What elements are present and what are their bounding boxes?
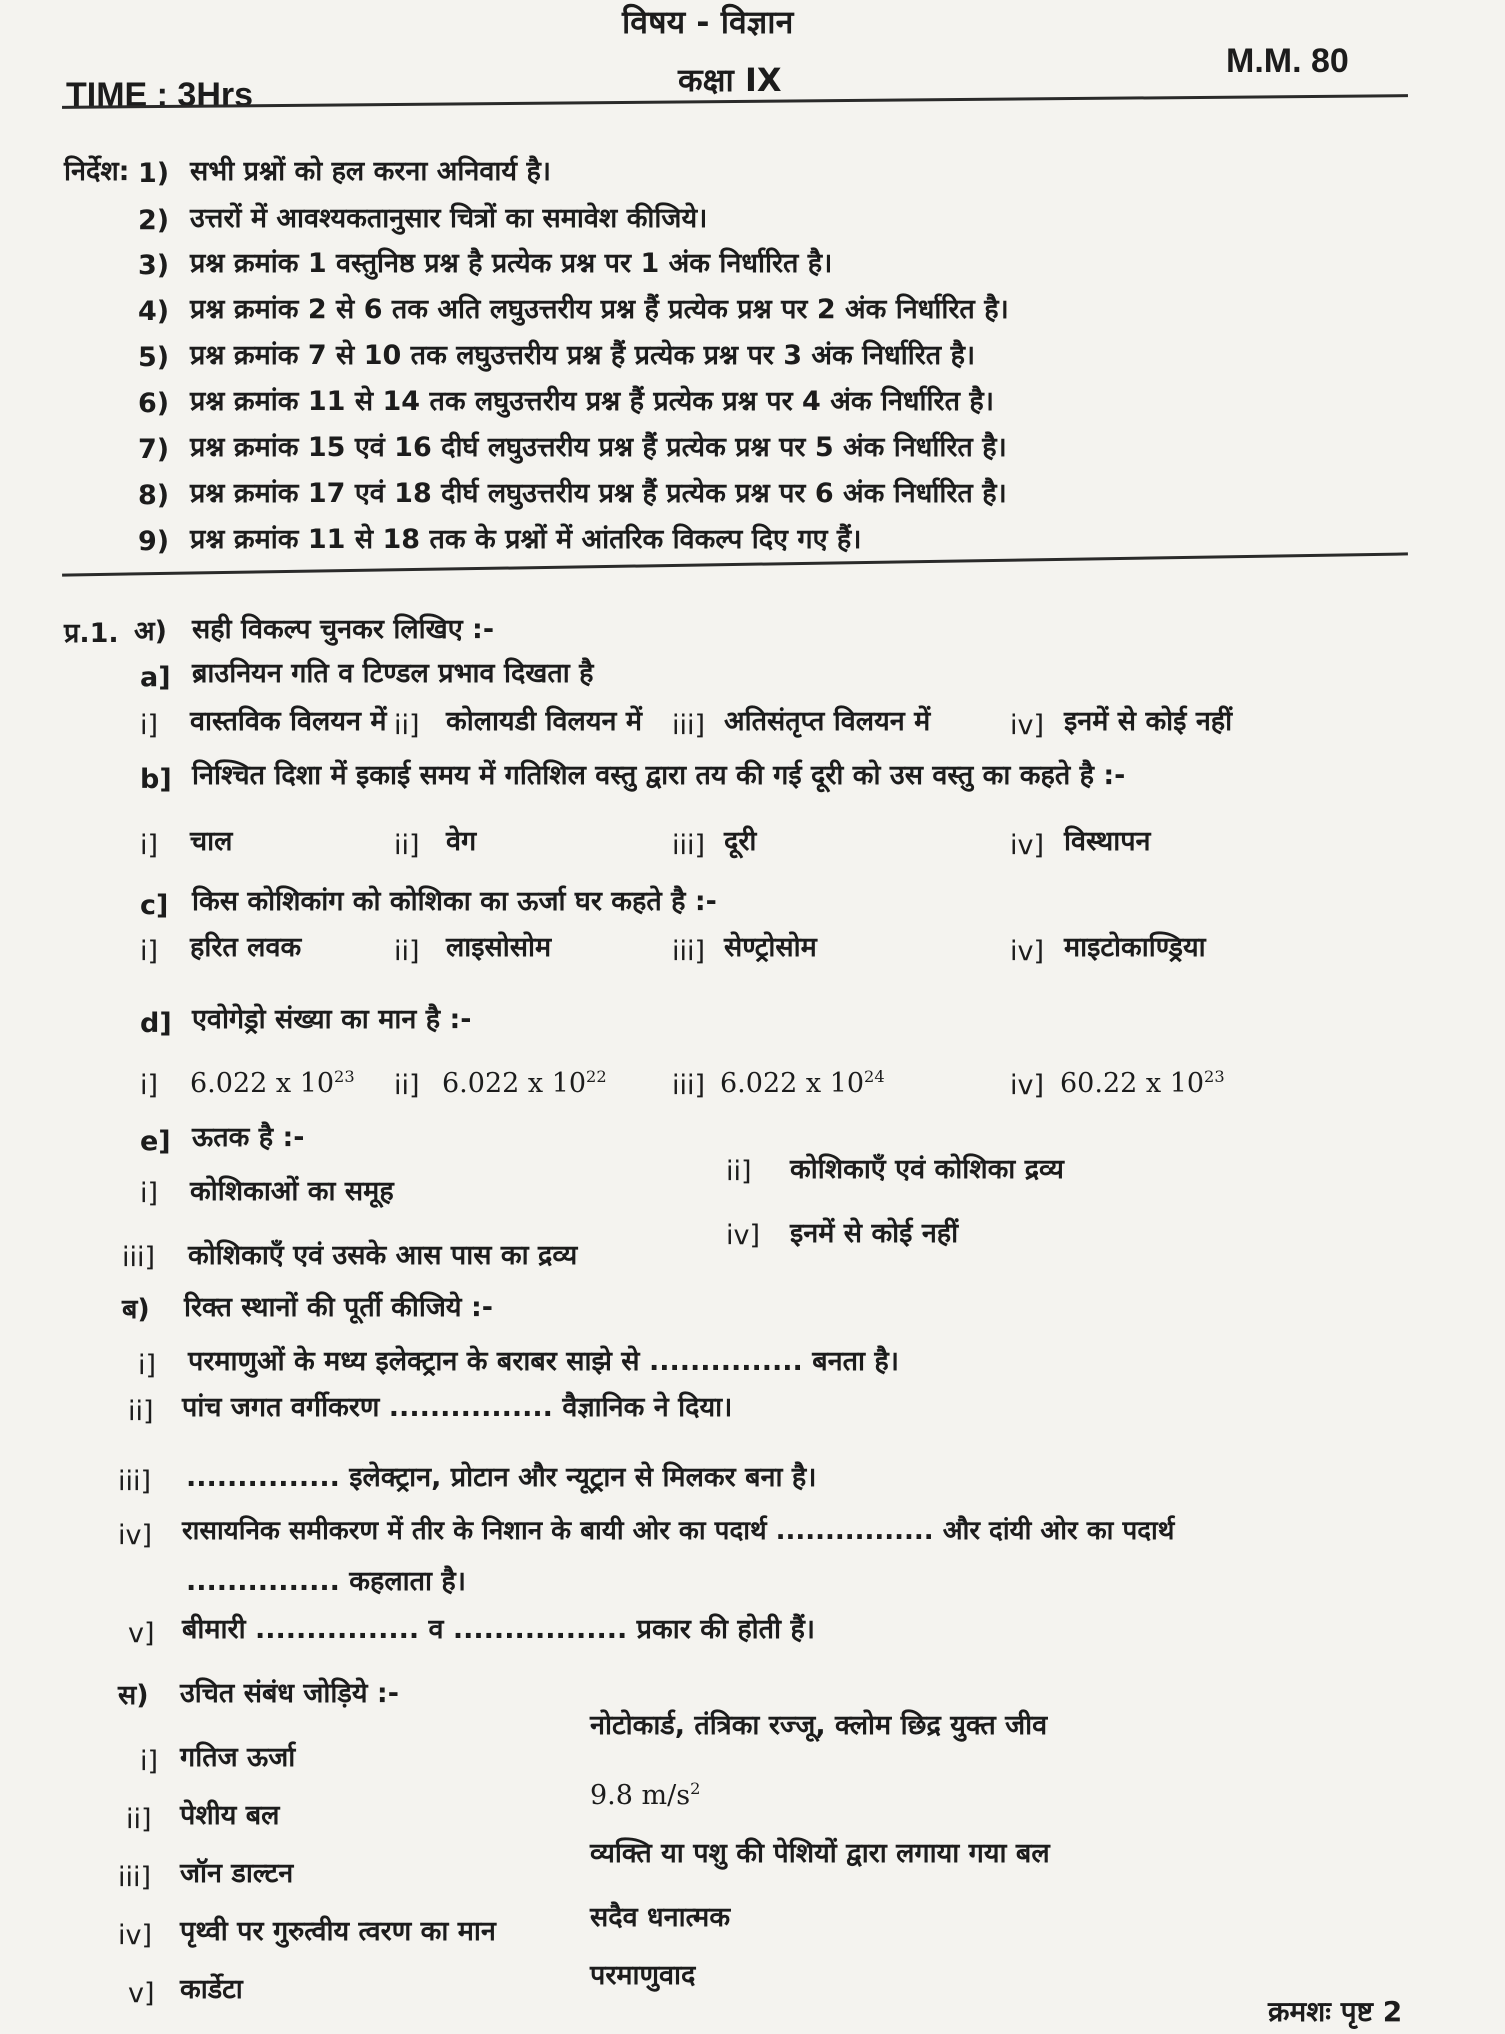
option-text: कोशिकाओं का समूह xyxy=(190,1176,394,1207)
option-value xyxy=(190,1067,355,1099)
option-number: iii] xyxy=(672,936,706,967)
question-label: b] xyxy=(140,764,172,795)
blank-text: पांच जगत वर्गीकरण ................ वैज्ञानिक ने दिया। xyxy=(182,1392,733,1423)
question-label: e] xyxy=(140,1126,171,1157)
instruction-number: 2) xyxy=(138,205,170,236)
instruction-text: प्रश्न क्रमांक 7 से 10 तक लघुउत्तरीय प्रश्न हैं प्रत्येक प्रश्न पर 3 अंक निर्धारित है। xyxy=(190,340,976,371)
option-number: iv] xyxy=(1010,710,1045,741)
time-label: TIME : 3Hrs xyxy=(66,76,254,114)
match-right-text: व्यक्ति या पशु की पेशियों द्वारा लगाया गया बल xyxy=(590,1838,1050,1869)
match-left-number: ii] xyxy=(126,1804,152,1835)
part-b-heading: रिक्त स्थानों की पूर्ती कीजिये :- xyxy=(184,1292,493,1323)
question-label: d] xyxy=(140,1008,172,1039)
match-left-number: iv] xyxy=(118,1920,153,1951)
match-right-value-mantissa: 9.8 m/s xyxy=(590,1780,691,1811)
match-right-text: नोटोकार्ड, तंत्रिका रज्जू, क्लोम छिद्र युक्त जीव xyxy=(590,1710,1048,1741)
option-value xyxy=(720,1067,885,1099)
instruction-number: 9) xyxy=(138,526,170,557)
instruction-number: 5) xyxy=(138,342,170,373)
part-a-label: अ) xyxy=(134,616,167,647)
option-value-mantissa: 6.022 x 10 xyxy=(720,1068,865,1099)
option-number: i] xyxy=(140,710,159,741)
blank-number: iii] xyxy=(118,1466,152,1497)
match-left-text: पेशीय बल xyxy=(180,1800,280,1831)
option-text: माइटोकाण्ड्रिया xyxy=(1064,932,1206,963)
option-number: iv] xyxy=(1010,1070,1045,1101)
continue-note: क्रमशः पृष्ट 2 xyxy=(1268,1995,1403,2028)
option-text: इनमें से कोई नहीं xyxy=(1064,706,1233,737)
match-right-text: सदैव धनात्मक xyxy=(590,1902,731,1933)
option-text: कोलायडी विलयन में xyxy=(446,706,643,737)
match-right-value xyxy=(590,1779,701,1811)
option-value-exponent: 22 xyxy=(586,1067,607,1086)
instruction-text: प्रश्न क्रमांक 15 एवं 16 दीर्घ लघुउत्तरीय प्रश्न हैं प्रत्येक प्रश्न पर 5 अंक निर्धारित है। xyxy=(190,432,1007,463)
instructions-rule xyxy=(62,552,1408,576)
blank-text: परमाणुओं के मध्य इलेक्ट्रान के बराबर साझे से ............... बनता है। xyxy=(188,1346,899,1377)
blank-text: रासायनिक समीकरण में तीर के निशान के बायी ओर का पदार्थ ................ और दांयी ओर का पदार्थ xyxy=(182,1516,1175,1546)
option-text: चाल xyxy=(190,826,233,857)
instruction-text: प्रश्न क्रमांक 11 से 14 तक लघुउत्तरीय प्रश्न हैं प्रत्येक प्रश्न पर 4 अंक निर्धारित है। xyxy=(190,386,994,417)
blank-text: ............... इलेक्ट्रान, प्रोटान और न्यूट्रान से मिलकर बना है। xyxy=(186,1462,817,1493)
match-right-value-exponent: 2 xyxy=(690,1779,701,1798)
option-number: i] xyxy=(140,936,159,967)
option-value-exponent: 23 xyxy=(334,1067,355,1086)
option-number: iii] xyxy=(122,1242,156,1273)
blank-text: ............... कहलाता है। xyxy=(186,1566,466,1597)
question-label: a] xyxy=(140,662,171,693)
option-number: iv] xyxy=(1010,936,1045,967)
option-number: ii] xyxy=(394,936,420,967)
question-label: c] xyxy=(140,890,169,921)
match-left-text: गतिज ऊर्जा xyxy=(180,1742,296,1773)
option-text: वास्तविक विलयन में xyxy=(190,706,387,737)
subject-title: विषय - विज्ञान xyxy=(622,3,794,41)
match-left-number: i] xyxy=(140,1746,159,1777)
option-text: लाइसोसोम xyxy=(446,932,552,963)
option-number: iii] xyxy=(672,710,706,741)
blank-number: ii] xyxy=(128,1396,154,1427)
option-value-exponent: 23 xyxy=(1204,1067,1225,1086)
match-left-text: पृथ्वी पर गुरुत्वीय त्वरण का मान xyxy=(180,1916,496,1947)
blank-number: i] xyxy=(138,1350,157,1381)
option-value-exponent: 24 xyxy=(864,1067,885,1086)
option-number: iii] xyxy=(672,1070,706,1101)
question-text: ऊतक है :- xyxy=(192,1122,305,1153)
option-number: ii] xyxy=(394,830,420,861)
instruction-text: उत्तरों में आवश्यकतानुसार चित्रों का समावेश कीजिये। xyxy=(190,203,708,234)
option-value-mantissa: 6.022 x 10 xyxy=(190,1068,335,1099)
option-value-mantissa: 6.022 x 10 xyxy=(442,1068,587,1099)
instruction-text: प्रश्न क्रमांक 17 एवं 18 दीर्घ लघुउत्तरीय प्रश्न हैं प्रत्येक प्रश्न पर 6 अंक निर्धारित है। xyxy=(190,478,1007,509)
question-text: निश्चित दिशा में इकाई समय में गतिशिल वस्तु द्वारा तय की गई दूरी को उस वस्तु का कहते है :- xyxy=(192,760,1126,791)
match-right-text: परमाणुवाद xyxy=(590,1960,696,1991)
match-left-text: जॉन डाल्टन xyxy=(180,1858,294,1889)
instruction-text: प्रश्न क्रमांक 2 से 6 तक अति लघुउत्तरीय प्रश्न हैं प्रत्येक प्रश्न पर 2 अंक निर्धारित है। xyxy=(190,294,1009,325)
match-left-number: v] xyxy=(128,1978,155,2009)
question-text: एवोगेड्रो संख्या का मान है :- xyxy=(192,1004,472,1035)
max-marks: M.M. 80 xyxy=(1226,42,1349,80)
question-text: ब्राउनियन गति व टिण्डल प्रभाव दिखता है xyxy=(192,658,594,689)
option-text: कोशिकाएँ एवं कोशिका द्रव्य xyxy=(790,1154,1064,1185)
part-c-heading: उचित संबंध जोड़िये :- xyxy=(180,1678,399,1709)
instruction-text: सभी प्रश्नों को हल करना अनिवार्य है। xyxy=(190,156,552,187)
instruction-number: 7) xyxy=(138,434,170,465)
option-text: सेण्ट्रोसोम xyxy=(724,932,817,963)
option-number: iv] xyxy=(726,1220,761,1251)
part-a-heading: सही विकल्प चुनकर लिखिए :- xyxy=(192,614,495,645)
instruction-text: प्रश्न क्रमांक 1 वस्तुनिष्ठ प्रश्न है प्रत्येक प्रश्न पर 1 अंक निर्धारित है। xyxy=(190,248,833,279)
part-b-label: ब) xyxy=(122,1294,150,1325)
option-number: ii] xyxy=(394,710,420,741)
option-text: अतिसंतृप्त विलयन में xyxy=(724,706,931,737)
option-number: i] xyxy=(140,1070,159,1101)
option-text: हरित लवक xyxy=(190,932,302,963)
match-left-number: iii] xyxy=(118,1862,152,1893)
instructions-label: निर्देश: xyxy=(64,156,130,187)
instruction-number: 6) xyxy=(138,388,170,419)
instruction-text: प्रश्न क्रमांक 11 से 18 तक के प्रश्नों में आंतरिक विकल्प दिए गए हैं। xyxy=(190,524,862,555)
part-c-label: स) xyxy=(118,1680,149,1711)
instruction-number: 3) xyxy=(138,250,170,281)
question-text: किस कोशिकांग को कोशिका का ऊर्जा घर कहते है :- xyxy=(192,886,717,917)
option-text: विस्थापन xyxy=(1064,826,1151,857)
blank-number: v] xyxy=(128,1618,155,1649)
blank-text: बीमारी ................ व ................. प्रकार की होती हैं। xyxy=(182,1614,816,1645)
instruction-number: 4) xyxy=(138,296,170,327)
option-number: iii] xyxy=(672,830,706,861)
class-label: कक्षा IX xyxy=(678,61,782,99)
option-number: i] xyxy=(140,830,159,861)
option-text: इनमें से कोई नहीं xyxy=(790,1218,959,1249)
instruction-number: 1) xyxy=(138,158,170,189)
blank-number: iv] xyxy=(118,1520,153,1551)
option-value xyxy=(1060,1067,1225,1099)
option-number: iv] xyxy=(1010,830,1045,861)
option-value-mantissa: 60.22 x 10 xyxy=(1060,1068,1205,1099)
question-number: प्र.1. xyxy=(64,618,119,649)
option-value xyxy=(442,1067,607,1099)
match-left-text: कार्डेटा xyxy=(180,1974,243,2005)
option-number: i] xyxy=(140,1178,159,1209)
instruction-number: 8) xyxy=(138,480,170,511)
option-text: वेग xyxy=(446,826,477,857)
option-text: दूरी xyxy=(724,826,757,857)
option-number: ii] xyxy=(394,1070,420,1101)
option-text: कोशिकाएँ एवं उसके आस पास का द्रव्य xyxy=(188,1240,578,1271)
option-number: ii] xyxy=(726,1156,752,1187)
